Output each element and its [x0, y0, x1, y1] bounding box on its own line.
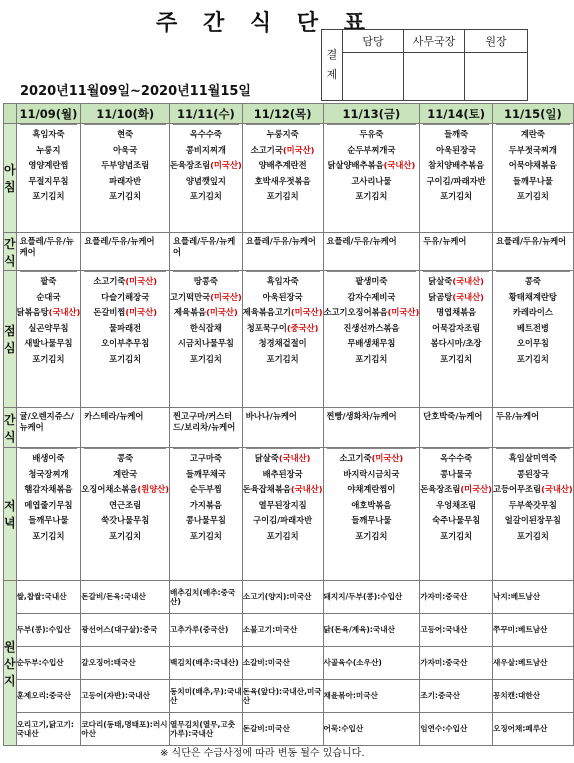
origin-note: (미국산): [210, 291, 242, 302]
menu-cell: [492, 124, 573, 233]
menu-item: 돈육장조림(미국산): [170, 160, 242, 171]
approval-sign-staff: [343, 53, 404, 101]
menu-item: 오징어채소볶음(원양산): [81, 484, 170, 495]
menu-item: 구이김/파래자반: [253, 515, 313, 526]
origin-cell: [16, 581, 81, 614]
menu-item: 오이무침: [516, 338, 549, 349]
menu-item: 순대국: [36, 291, 61, 302]
menu-cell: [323, 233, 420, 271]
origin-item: 돈육(앞다):국내산,미국산: [242, 686, 322, 705]
menu-cell: [16, 271, 81, 408]
origin-cell: [323, 581, 420, 614]
menu-item: 고등어무조림(국내산): [492, 484, 573, 495]
origin-note: (국내산): [541, 484, 573, 495]
menu-item: 계란죽: [520, 129, 545, 139]
menu-item: 옥수수죽: [440, 453, 473, 463]
menu-item: 카스테라/뉴케어: [84, 411, 144, 421]
menu-item: 무절지무침: [28, 175, 69, 186]
menu-cell: [170, 408, 243, 448]
origin-item: 고등어:국내산: [420, 625, 468, 635]
menu-cell: [81, 448, 170, 581]
origin-cell: [323, 680, 420, 713]
menu-cell: [242, 233, 323, 271]
menu-item: 청경채겉절이: [258, 338, 307, 349]
origin-cell: [242, 614, 323, 647]
menu-item: 두부쑥갓무침: [508, 499, 557, 510]
menu-item: 배추된장국: [262, 468, 303, 479]
menu-item: 감자수제비국: [347, 291, 396, 302]
origin-item: 오징어채:페루산: [492, 724, 548, 734]
menu-cell: [323, 408, 420, 448]
menu-item: 누룽지죽: [266, 129, 299, 139]
menu-cell: [492, 271, 573, 408]
menu-period: 2020년11월09일~2020년11월15일: [20, 84, 251, 99]
menu-cell: [170, 448, 243, 581]
origin-cell: [81, 680, 170, 713]
menu-cell: [170, 233, 243, 271]
menu-item: 바지락시금치국: [343, 468, 400, 479]
menu-item: 연근조림: [109, 499, 142, 510]
menu-item: 귤/오렌지쥬스/뉴케어: [19, 411, 74, 432]
origin-cell: [420, 614, 493, 647]
day-header: 11/11(수): [170, 104, 243, 124]
menu-item: 카레라이스: [512, 307, 553, 318]
origin-row: [4, 647, 574, 680]
meal-label: 간식: [4, 408, 17, 448]
origin-cell: [492, 680, 573, 713]
approval-header-manager: 사무국장: [404, 30, 465, 53]
day-header: 11/13(금): [323, 104, 420, 124]
origin-note: (미국산): [125, 276, 158, 286]
menu-item: 소고기오징어볶음(미국산): [323, 307, 420, 318]
origin-item: 닭(돈육/계육):국내산: [323, 625, 395, 635]
meal-row: [4, 271, 574, 408]
origin-cell: [81, 614, 170, 647]
origin-cell: [170, 581, 243, 614]
menu-item: 포기김치: [109, 530, 142, 541]
origin-item: 새우살:베트남산: [492, 658, 548, 668]
menu-item: 포기김치: [440, 191, 473, 202]
origin-cell: [16, 647, 81, 680]
header-corner: [4, 104, 17, 124]
origin-item: 돈갈비:미국산: [242, 724, 290, 734]
menu-item: 열무된장지짐: [258, 499, 307, 510]
menu-item: 돈갈비찜(미국산): [93, 307, 158, 318]
menu-item: 들깨무나물: [512, 175, 553, 186]
menu-item: 구이김/파래자반: [426, 175, 486, 186]
origin-item: 쭈꾸미:베트남산: [492, 625, 548, 635]
meal-row: [4, 233, 574, 271]
menu-item: 들깨죽: [444, 129, 469, 139]
menu-item: 옥수수죽: [189, 129, 222, 139]
menu-item: 두부젓국찌개: [508, 144, 557, 155]
menu-item: 고기떡만국(미국산): [170, 291, 242, 302]
origin-item: 동치미(배추,무):국내산: [170, 686, 242, 705]
origin-note: (원양산): [137, 484, 170, 495]
menu-item: 청포묵구이(중국산): [246, 322, 319, 333]
origin-cell: [242, 680, 323, 713]
menu-item: 아욱국: [113, 144, 138, 155]
menu-item: 우엉채조림: [436, 499, 477, 510]
menu-item: 순두부찜: [189, 484, 222, 495]
origin-item: 백김치(배추:국내산): [170, 658, 239, 668]
origin-item: 소갈비:미국산: [242, 658, 290, 668]
menu-item: 제육볶음(미국산): [174, 307, 238, 318]
menu-item: 명엽채볶음: [436, 307, 477, 318]
origin-cell: [492, 647, 573, 680]
menu-item: 아욱된장국: [436, 144, 477, 155]
day-header: 11/09(월): [16, 104, 81, 124]
origin-item: 가자미:중국산: [420, 658, 468, 668]
menu-item: 청국장찌개: [28, 468, 69, 479]
origin-cell: [81, 647, 170, 680]
menu-cell: [16, 448, 81, 581]
menu-item: 고구마죽: [189, 453, 222, 463]
menu-item: 진생선까스볶음: [343, 322, 400, 333]
menu-cell: [420, 448, 493, 581]
menu-item: 찐빵/생화차/뉴케어: [326, 411, 397, 421]
origin-note: (미국산): [460, 484, 492, 495]
meal-row: [4, 408, 574, 448]
origin-item: 사골육수(소우산): [323, 658, 382, 668]
origin-cell: [323, 713, 420, 746]
origin-note: (미국산): [210, 160, 242, 171]
origin-item: 코다리(동태,명태포):러시아산: [81, 719, 168, 738]
menu-item: 베트전병: [516, 322, 549, 333]
origin-cell: [170, 614, 243, 647]
origin-row: [4, 680, 574, 713]
menu-item: 어묵야채볶음: [508, 160, 557, 171]
origin-cell: [242, 647, 323, 680]
menu-cell: [420, 271, 493, 408]
menu-item: 호박새우젓볶음: [254, 175, 311, 186]
menu-item: 콩된장국: [516, 468, 549, 479]
origin-note: (미국산): [371, 453, 404, 463]
day-header: 11/14(토): [420, 104, 493, 124]
menu-cell: [242, 124, 323, 233]
approval-header-director: 원장: [465, 30, 528, 53]
menu-item: 가지볶음: [189, 499, 222, 510]
menu-item: 요플레/두유/뉴케어: [173, 236, 236, 257]
origin-cell: [323, 614, 420, 647]
origin-cell: [492, 581, 573, 614]
origin-cell: [16, 713, 81, 746]
origin-cell: [242, 713, 323, 746]
menu-cell: [242, 448, 323, 581]
menu-item: 포기김치: [516, 530, 549, 541]
origin-item: 갈오징어:태국산: [81, 658, 136, 668]
menu-item: 포기김치: [355, 191, 388, 202]
menu-cell: [16, 408, 81, 448]
menu-item: 팥죽: [40, 276, 57, 286]
menu-cell: [242, 271, 323, 408]
meal-label: 아침: [4, 124, 17, 233]
menu-item: 포기김치: [355, 530, 388, 541]
origin-cell: [420, 581, 493, 614]
origin-note: (중국산): [286, 322, 319, 333]
menu-item: 오이부추무침: [101, 338, 150, 349]
menu-item: 요플레/두유/뉴케어: [495, 236, 567, 246]
origin-row: [4, 713, 574, 746]
menu-item: 닭볶음탕(국내산): [16, 307, 81, 318]
menu-item: 흑임자죽: [266, 276, 299, 286]
menu-item: 닭곰탕(국내산): [428, 291, 484, 302]
menu-item: 돈육잡채볶음(국내산): [242, 484, 323, 495]
menu-item: 포기김치: [266, 530, 299, 541]
menu-item: 두유죽: [359, 129, 384, 139]
menu-item: 얼갈이된장무침: [504, 515, 561, 526]
menu-item: 한식잡채: [189, 322, 222, 333]
menu-item: 흑임자죽: [32, 129, 65, 139]
menu-item: 요플레/두유/뉴케어: [19, 236, 74, 257]
origin-note: (미국산): [125, 307, 158, 318]
menu-item: 포기김치: [355, 353, 388, 364]
menu-item: 콩죽: [117, 453, 134, 463]
menu-item: 포기김치: [189, 191, 222, 202]
menu-cell: [323, 271, 420, 408]
approval-header-staff: 담당: [343, 30, 404, 53]
origin-item: 쌀,찹쌀:국내산: [16, 592, 67, 602]
menu-cell: [170, 124, 243, 233]
menu-item: 바나나/뉴케어: [245, 411, 297, 421]
menu-item: 요플레/두유/뉴케어: [326, 236, 397, 246]
origin-cell: [242, 581, 323, 614]
menu-item: 햄감자채볶음: [24, 484, 73, 495]
meal-label: 저녁: [4, 448, 17, 581]
menu-cell: [420, 124, 493, 233]
menu-item: 무배생채무침: [347, 338, 396, 349]
menu-item: 포기김치: [266, 353, 299, 364]
origin-row: [4, 614, 574, 647]
menu-item: 들깨무나물: [28, 515, 69, 526]
menu-item: 배생이죽: [32, 453, 65, 463]
menu-item: 실곤약무침: [28, 322, 69, 333]
origin-note: (미국산): [282, 144, 315, 155]
menu-item: 새발나물무침: [24, 338, 73, 349]
origin-cell: [16, 680, 81, 713]
origin-note: (국내산): [48, 307, 81, 318]
menu-cell: [323, 124, 420, 233]
origin-cell: [81, 713, 170, 746]
menu-item: 포기김치: [109, 191, 142, 202]
meal-label: 간식: [4, 233, 17, 271]
menu-cell: [81, 233, 170, 271]
menu-item: 양념깻잎지: [185, 175, 226, 186]
origin-cell: [492, 614, 573, 647]
origin-item: 배추김치(배추:중국산): [170, 587, 236, 606]
menu-item: 포기김치: [516, 191, 549, 202]
menu-cell: [16, 124, 81, 233]
origin-item: 어묵:수입산: [323, 724, 364, 734]
menu-cell: [81, 124, 170, 233]
menu-item: 두유/뉴케어: [495, 411, 540, 421]
origin-item: 임연수:수입산: [420, 724, 468, 734]
menu-cell: [492, 233, 573, 271]
meal-row: [4, 124, 574, 233]
menu-item: 순두부찌개국: [347, 144, 396, 155]
menu-cell: [492, 408, 573, 448]
menu-cell: [170, 271, 243, 408]
origin-item: 가자미:중국산: [420, 592, 468, 602]
origin-note: (미국산): [206, 307, 238, 318]
origin-item: 소불고기:미국산: [242, 625, 298, 635]
menu-item: 다슬기해장국: [101, 291, 150, 302]
menu-item: 물파래전: [109, 322, 142, 333]
origin-item: 순두부:수입산: [16, 658, 64, 668]
menu-item: 메엽줄기무침: [24, 499, 73, 510]
menu-item: 황태채계란탕: [508, 291, 557, 302]
origin-item: 낙지:베트남산: [492, 592, 541, 602]
menu-item: 들깨무채국: [185, 468, 226, 479]
origin-cell: [420, 647, 493, 680]
menu-cell: [420, 408, 493, 448]
menu-cell: [242, 408, 323, 448]
origin-label: 원산지: [4, 581, 17, 746]
origin-cell: [170, 713, 243, 746]
approval-side-label: 결 제: [322, 30, 343, 101]
menu-item: 쑥갓나물무침: [101, 515, 150, 526]
menu-item: 고사리나물: [351, 175, 392, 186]
menu-item: 영양계란찜: [28, 160, 69, 171]
menu-item: 콩나물무침: [185, 515, 226, 526]
origin-item: 열무김치(열무,고춧가루):국내산: [170, 719, 236, 738]
menu-cell: [420, 233, 493, 271]
menu-item: 제육볶음고기(미국산): [242, 307, 323, 318]
menu-item: 포기김치: [189, 530, 222, 541]
origin-item: 광선어스(대구살):중국: [81, 625, 158, 635]
menu-item: 콩죽: [524, 276, 541, 286]
origin-item: 오리고기,닭고기:국내산: [16, 719, 74, 738]
origin-cell: [420, 713, 493, 746]
origin-item: 두부(콩):수입산: [16, 625, 71, 635]
menu-item: 닭살죽(국내산): [428, 276, 484, 286]
day-header: 11/12(목): [242, 104, 323, 124]
menu-item: 소고기죽(미국산): [339, 453, 404, 463]
menu-item: 누룽지: [36, 144, 61, 155]
menu-item: 닭살양배추볶음(국내산): [327, 160, 416, 171]
approval-box: [321, 29, 528, 101]
weekly-menu-table: [3, 103, 574, 746]
menu-item: 콩비지찌개: [185, 144, 226, 155]
menu-item: 소고기죽(미국산): [93, 276, 158, 286]
menu-cell: [323, 448, 420, 581]
origin-note: (국내산): [452, 276, 484, 286]
menu-item: 양배추계란전: [258, 160, 307, 171]
menu-item: 봄다시마/초장: [430, 338, 482, 349]
origin-cell: [170, 680, 243, 713]
origin-cell: [16, 614, 81, 647]
page-title: 주 간 식 단 표: [156, 11, 374, 36]
origin-cell: [420, 680, 493, 713]
origin-note: (국내산): [383, 160, 416, 171]
meal-row: [4, 448, 574, 581]
menu-item: 시금치나물무침: [177, 338, 234, 349]
menu-item: 포기김치: [109, 353, 142, 364]
menu-item: 팥생미죽: [355, 276, 388, 286]
origin-note: (국내산): [290, 484, 323, 495]
menu-item: 포기김치: [32, 191, 65, 202]
origin-item: 훈제오리:중국산: [16, 691, 71, 701]
origin-item: 조기:중국산: [420, 691, 460, 701]
menu-item: 닭살죽(국내산): [254, 453, 311, 463]
origin-row: [4, 581, 574, 614]
origin-cell: [323, 647, 420, 680]
origin-item: 꽁치캔:대한산: [492, 691, 541, 701]
menu-item: 애호박볶음: [351, 499, 392, 510]
menu-item: 포기김치: [189, 353, 222, 364]
origin-item: 돼지지/두부(콩):수입산: [323, 592, 403, 602]
menu-item: 야채계란찜이: [347, 484, 396, 495]
menu-item: 돈육장조림(미국산): [420, 484, 492, 495]
menu-item: 포기김치: [516, 353, 549, 364]
menu-cell: [16, 233, 81, 271]
menu-item: 흑임살미역죽: [508, 453, 557, 463]
menu-item: 포기김치: [440, 353, 473, 364]
approval-sign-manager: [404, 53, 465, 101]
menu-item: 들깨무나물: [351, 515, 392, 526]
menu-item: 단호박죽/뉴케어: [423, 411, 483, 421]
menu-item: 어묵감자조림: [432, 322, 481, 333]
menu-item: 땅콩죽: [193, 276, 218, 286]
day-header: 11/15(일): [492, 104, 573, 124]
menu-item: 두부양념조림: [101, 160, 150, 171]
menu-item: 요플레/두유/뉴케어: [245, 236, 316, 246]
footer-note: ※ 식단은 수급사정에 따라 변동 될수 있습니다.: [160, 748, 365, 759]
origin-item: 고추가루(중국산): [170, 625, 229, 635]
origin-cell: [170, 647, 243, 680]
meal-label: 점심: [4, 271, 17, 408]
origin-note: (미국산): [387, 307, 420, 318]
menu-item: 찐고구마/커스터드/보리차/뉴케어: [173, 411, 236, 432]
menu-item: 두유/뉴케어: [423, 236, 467, 246]
menu-item: 참치양배추볶음: [428, 160, 485, 171]
origin-item: 소고기(양지):미국산: [242, 592, 312, 602]
menu-item: 포기김치: [266, 191, 299, 202]
origin-note: (국내산): [278, 453, 311, 463]
day-header-row: [4, 104, 574, 124]
menu-item: 콩나물국: [440, 468, 473, 479]
approval-sign-director: [465, 53, 528, 101]
origin-item: 고등어(자반):국내산: [81, 691, 150, 701]
origin-item: 채윤볶아:미국산: [323, 691, 378, 701]
menu-cell: [492, 448, 573, 581]
day-header: 11/10(화): [81, 104, 170, 124]
menu-item: 현죽: [117, 129, 134, 139]
origin-note: (미국산): [290, 307, 323, 318]
menu-item: 포기김치: [32, 530, 65, 541]
menu-cell: [81, 408, 170, 448]
menu-item: 숙주나물무침: [432, 515, 481, 526]
origin-item: 돈갈비/돈육:국내산: [81, 592, 146, 602]
origin-note: (국내산): [452, 291, 484, 302]
origin-cell: [492, 713, 573, 746]
menu-cell: [81, 271, 170, 408]
menu-item: 파래자반: [109, 175, 142, 186]
menu-item: 포기김치: [32, 353, 65, 364]
menu-item: 아욱된장국: [262, 291, 303, 302]
origin-cell: [81, 581, 170, 614]
menu-item: 계란국: [113, 468, 138, 479]
menu-item: 소고기국(미국산): [250, 144, 315, 155]
menu-item: 포기김치: [440, 530, 473, 541]
menu-item: 요플레/두유/뉴케어: [84, 236, 155, 246]
